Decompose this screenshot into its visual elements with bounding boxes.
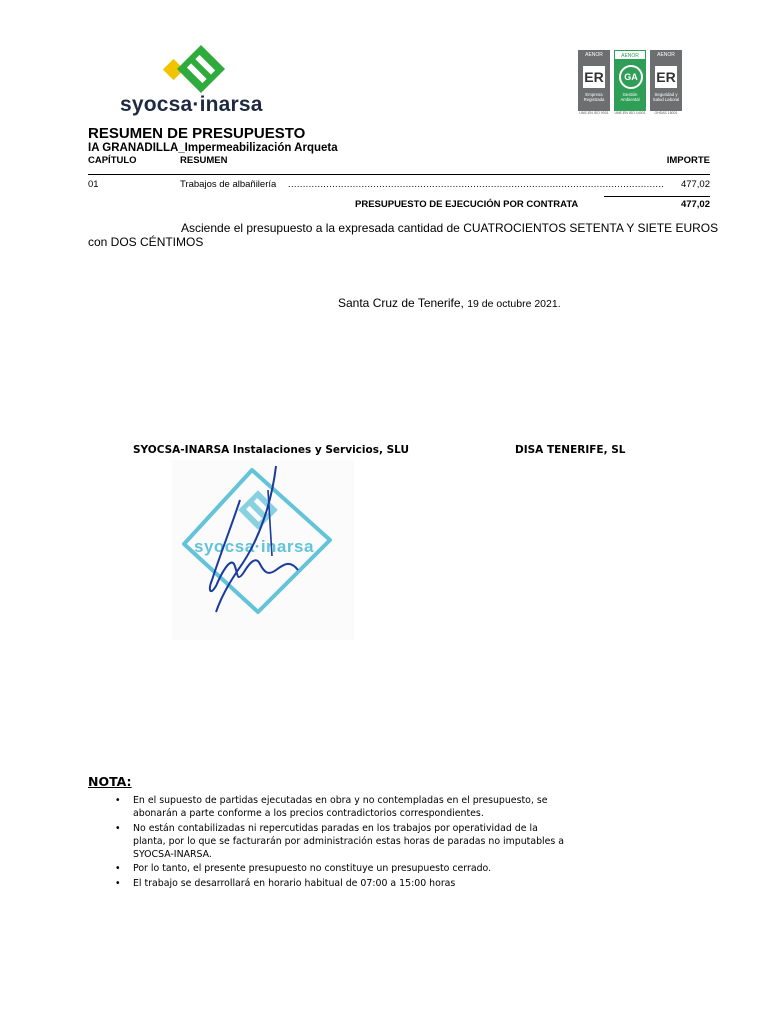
company-stamp-signature — [172, 460, 354, 640]
signature-right-name: DISA TENERIFE, SL — [515, 444, 626, 456]
nota-list — [88, 794, 568, 891]
aenor-er-badge: AENOR ER Empresa Registrada UNE-EN ISO 9001 — [579, 52, 609, 115]
signature-left-name: SYOCSA-INARSA Instalaciones y Servicios, SLU — [133, 444, 410, 456]
aenor-sst-badge: AENOR ER Seguridad y Salud Laboral OHSAS 18001 — [650, 50, 682, 116]
date: 19 de octubre 2021. — [467, 298, 561, 310]
total-label: PRESUPUESTO DE EJECUCIÓN POR CONTRATA — [355, 199, 579, 210]
column-header-amount: IMPORTE — [666, 155, 710, 166]
row-amount: 477,02 — [680, 179, 710, 190]
nota-item: • No están contabilizadas ni repercutidas paradas en los trabajos por operatividad de la planta, por lo que se facturarán por administración estas horas de paradas no imputables a SYOCSA-INARSA. — [88, 822, 568, 862]
logo-green-s — [177, 45, 225, 93]
nota-item: • Por lo tanto, el presente presupuesto no constituye un presupuesto cerrado. — [88, 862, 568, 875]
column-header-chapter: CAPÍTULO — [88, 155, 137, 166]
total-rule — [604, 196, 710, 197]
er-mark-icon: ER — [583, 66, 605, 88]
nota-item: • En el supuesto de partidas ejecutadas en obra y no contempladas en el presupuesto, se abonarán a parte conforme a los precios contradictorios correspondientes. — [88, 794, 568, 821]
row-chapter: 01 — [88, 179, 99, 190]
nota-title: NOTA: — [88, 774, 132, 789]
row-summary: Trabajos de albañilería — [180, 179, 277, 190]
ga-mark-icon: GA — [619, 65, 643, 89]
logo-wordmark: syocsa·inarsa — [120, 93, 263, 116]
table-header-rule — [88, 174, 710, 175]
place: Santa Cruz de Tenerife, — [338, 296, 464, 310]
document-subtitle: IA GRANADILLA_Impermeabilización Arqueta — [88, 142, 338, 154]
amount-in-words: Asciende el presupuesto a la expresada cantidad de CUATROCIENTOS SETENTA Y SIETE EUROS con DOS CÉNTIMOS — [88, 221, 719, 249]
row-leader-dots: ................................................................................................................................ — [288, 179, 665, 190]
place-date — [338, 296, 561, 310]
aenor-ga-badge: AENOR GA Gestión Ambiental UNE-EN ISO 14001 — [614, 50, 646, 116]
nota-item: • El trabajo se desarrollará en horario habitual de 07:00 a 15:00 horas — [88, 877, 568, 890]
document-title: RESUMEN DE PRESUPUESTO — [88, 125, 306, 142]
column-header-summary: RESUMEN — [180, 155, 228, 166]
er-mark-icon: ER — [655, 66, 677, 88]
stamp-text: syocsa·inarsa — [194, 537, 314, 556]
total-value: 477,02 — [680, 199, 710, 210]
